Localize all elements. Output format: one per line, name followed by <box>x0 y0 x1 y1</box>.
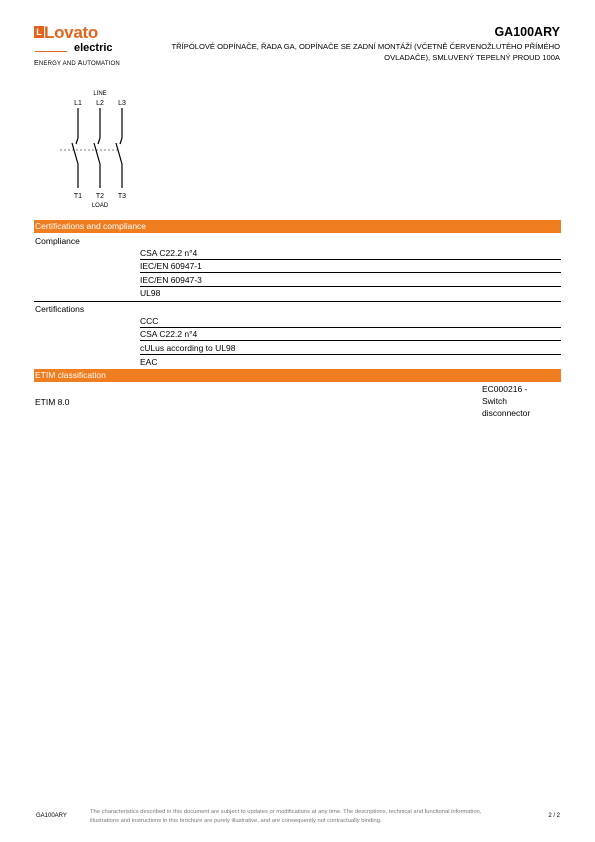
certification-row: CSA C22.2 n°4 <box>140 328 561 341</box>
logo-sub: electric <box>74 42 113 54</box>
logo-underline <box>35 51 67 52</box>
terminal-t3: T3 <box>117 193 127 200</box>
terminal-l1: L1 <box>74 100 82 107</box>
etim-class-value: EC000216 - Switch disconnector <box>482 384 531 418</box>
compliance-row: IEC/EN 60947-1 <box>140 260 561 273</box>
page-number: 2 / 2 <box>548 813 560 819</box>
terminal-t2: T2 <box>95 193 105 200</box>
compliance-row: CSA C22.2 n°4 <box>140 247 561 260</box>
etim-version-label: ETIM 8.0 <box>35 397 70 407</box>
product-code: GA100ARY <box>494 25 560 39</box>
logo-word: Lovato <box>44 23 98 42</box>
group-divider <box>34 301 561 302</box>
compliance-row: UL98 <box>140 288 161 298</box>
footer-product-code: GA100ARY <box>36 813 67 819</box>
brand-tagline: ENERGY AND AUTOMATION <box>34 60 120 67</box>
logo-box: L <box>34 26 44 38</box>
section-bar-etim: ETIM classification <box>34 369 561 382</box>
certification-row: CCC <box>140 315 561 328</box>
line-label: LINE <box>93 91 107 97</box>
load-label: LOAD <box>91 203 109 209</box>
product-description: TŘÍPÓLOVÉ ODPÍNAČE, ŘADA GA, ODPÍNAČE SE ZADNÍ MONTÁŽÍ (VČETNĚ ČERVENOŽLUTÉHO PŘÍMÉHO OVLADAČE), SMLUVENÝ TEPELNÝ PROUD 100A <box>171 42 560 62</box>
compliance-row: IEC/EN 60947-3 <box>140 274 561 287</box>
certification-row: cULus according to UL98 <box>140 342 561 355</box>
terminal-t1: T1 <box>73 193 83 200</box>
terminal-l2: L2 <box>96 100 104 107</box>
certifications-label: Certifications <box>35 304 85 314</box>
compliance-label: Compliance <box>35 236 80 246</box>
terminal-l3: L3 <box>118 100 126 107</box>
footer-disclaimer: The characteristics described in this document are subject to updates or modifications at any time. The descriptions, technical and functional information, illustrations and instructions in this brochure are purely illustrative, and are consequently not contractually binding. <box>90 809 482 824</box>
section-bar-certifications: Certifications and compliance <box>34 220 561 233</box>
certification-row: EAC <box>140 357 158 367</box>
wiring-diagram <box>60 86 140 211</box>
